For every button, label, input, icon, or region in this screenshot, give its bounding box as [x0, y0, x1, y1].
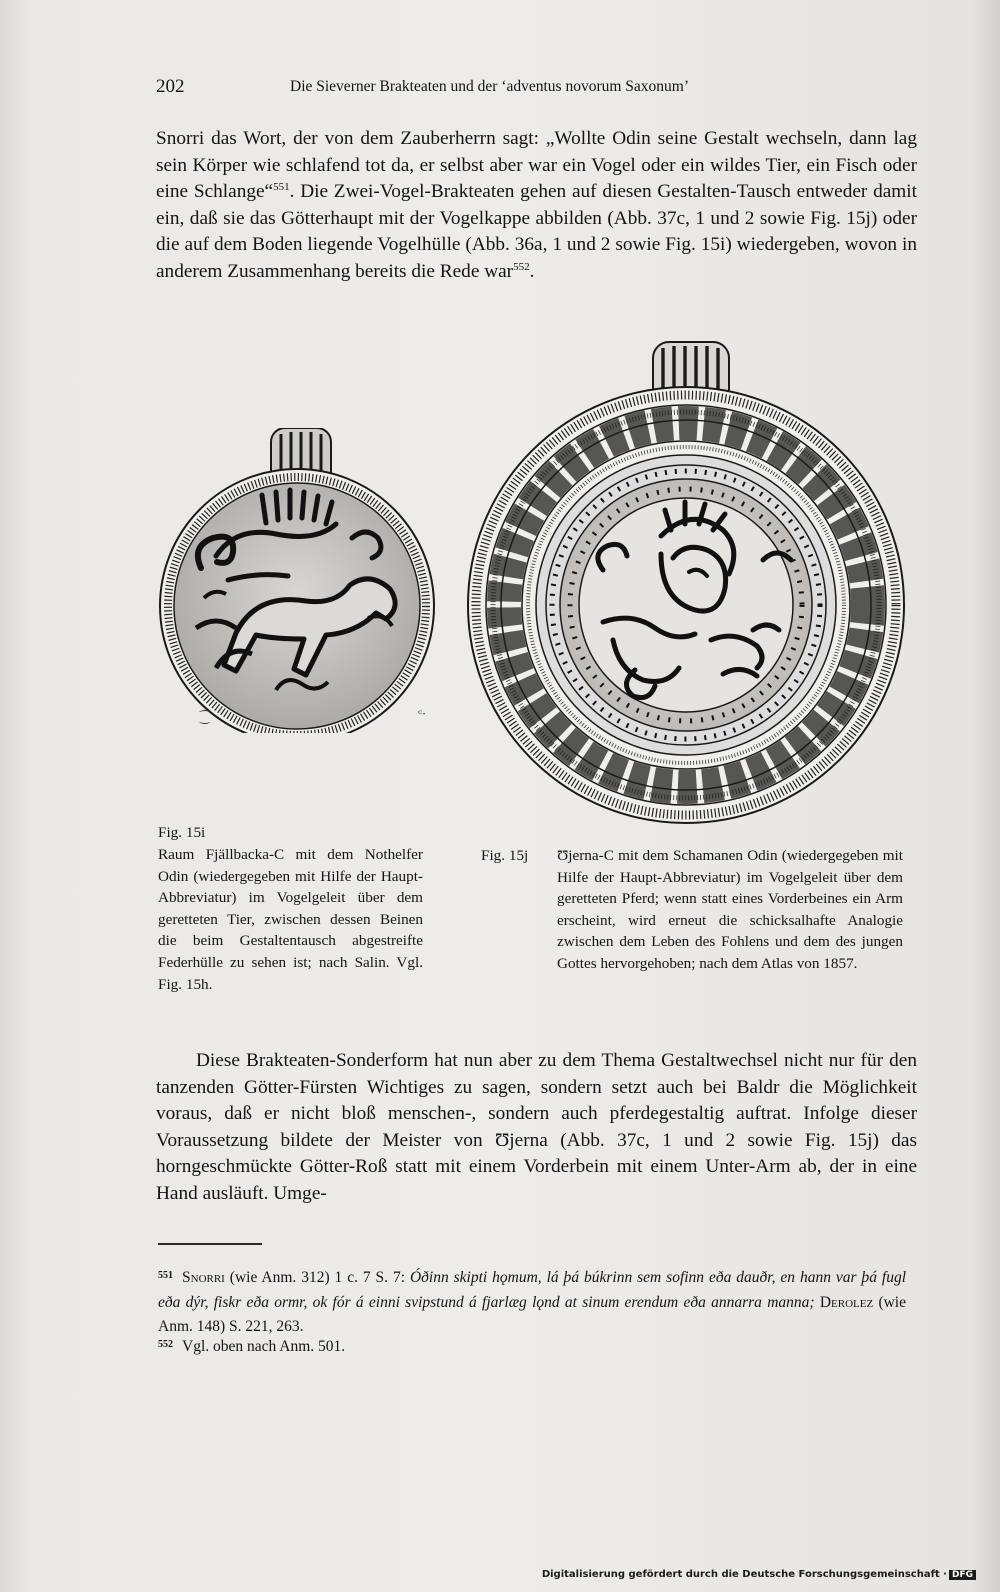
digitization-credit: [542, 1569, 976, 1580]
page-header: [156, 76, 916, 108]
footnote-text: Vgl. oben nach Anm. 501.: [182, 1338, 346, 1355]
footnote-reference-2: (wie Anm. 148) S. 221, 263.: [158, 1293, 906, 1335]
bracteate-figure-15j: [463, 340, 909, 826]
figure-15j-caption: Ʊjerna-C mit dem Schamanen Odin (wiedergegeben mit Hilfe der Haupt-Abbreviatur) im Vogelgeleit über dem geretteten Pferd; wenn statt eines Vorderbeines ein Arm erscheint, wird erneut die schicksalhafte Analogie zwischen dem Leben des Fohlens und dem des jungen Gottes hervorgehoben; nach dem Atlas von 1857.: [557, 847, 903, 972]
footnote-author-2: Derolez: [814, 1293, 874, 1311]
paragraph-1-part-b: . Die Zwei-Vogel-Brakteaten gehen auf diesen Gestalten-Tausch entweder damit ein, daß sie das Götterhaupt mit der Vogelkappe abbilden (Abb. 37c, 1 und 2 sowie Fig. 15j) oder die auf dem Boden liegende Vogelhülle (Abb. 36a, 1 und 2 sowie Fig. 15i) wiedergeben, wovon in anderem Zusammenhang bereits die Rede war: [156, 181, 917, 282]
figure-15j-label: Fig. 15j: [481, 847, 529, 864]
footnote-divider: [158, 1243, 262, 1245]
bracteate-figure-15i: [156, 428, 438, 733]
paragraph-2: Diese Brakteaten-Sonderform hat nun aber zu dem Thema Gestaltwechsel nicht nur für den tanzenden Götter-Fürsten Wichtiges zu sagen, sondern setzt auch bei Baldr die Möglichkeit voraus, daß er nicht bloß menschen-, sondern auch pferdegestaltig auftrat. Infolge dieser Voraussetzung bildete der Meister von Ʊjerna (Abb. 37c, 1 und 2 sowie Fig. 15j) das horngeschmückte Götter-Roß statt mit einem Vorderbein mit einem Unter-Arm ab, der in eine Hand ausläuft. Umge-: [156, 1050, 917, 1204]
svg-text:⁐: ⁐: [200, 710, 210, 724]
credit-text: Digitalisierung gefördert durch die Deutsche Forschungsgemeinschaft ·: [541, 1569, 947, 1580]
footnote-reference: (wie Anm. 312) 1 c. 7 S. 7:: [224, 1269, 410, 1286]
figure-15i-label: Fig. 15i: [158, 824, 206, 841]
figure-15i-caption: Raum Fjällbacka-C mit dem Nothelfer Odin (wiedergegeben mit Hilfe der Haupt-Abbreviatur) im Vogelgeleit über dem geretteten Tier, zwischen dessen Beinen die beim Gestaltentausch abgestreifte Federhülle zu sehen ist; nach Salin. Vgl. Fig. 15h.: [158, 846, 423, 993]
footnote-ref-552[interactable]: 552: [513, 260, 530, 273]
footnote-551: [158, 1264, 906, 1340]
footnote-number: 551: [158, 1270, 173, 1281]
paragraph-1: [156, 126, 917, 286]
paragraph-1-part-a: Snorri das Wort, der von dem Zauberherrn sagt: „Wollte Odin seine Gestalt wechseln, dann lag sein Körper wie schlafend tot da, er selbst aber war ein Vogel oder ein wildes Tier, ein Fisch oder eine Schlange“: [156, 128, 917, 203]
page-number: 202: [156, 76, 185, 97]
running-title: Die Sieverner Brakteaten und der ‘adventus novorum Saxonum’: [290, 78, 690, 95]
dfg-logo: DFG: [949, 1570, 976, 1580]
footnote-quote: Óðinn skipti hǫmum, lá þá búkrinn sem sofinn eða dauðr, en hann var þá fugl eða dýr, fiskr eða ormr, ok fór á einni svipstund á fjarlæg lǫnd at sinum erendum eða annarra manna;: [158, 1269, 907, 1311]
paragraph-1-part-c: .: [529, 260, 535, 282]
footnote-number: 552: [158, 1339, 173, 1350]
footnote-552: [158, 1333, 906, 1360]
footnote-ref-551[interactable]: 551: [273, 181, 290, 194]
svg-text:ᶜ·: ᶜ·: [418, 707, 426, 721]
footnote-author: Snorri: [182, 1269, 225, 1286]
